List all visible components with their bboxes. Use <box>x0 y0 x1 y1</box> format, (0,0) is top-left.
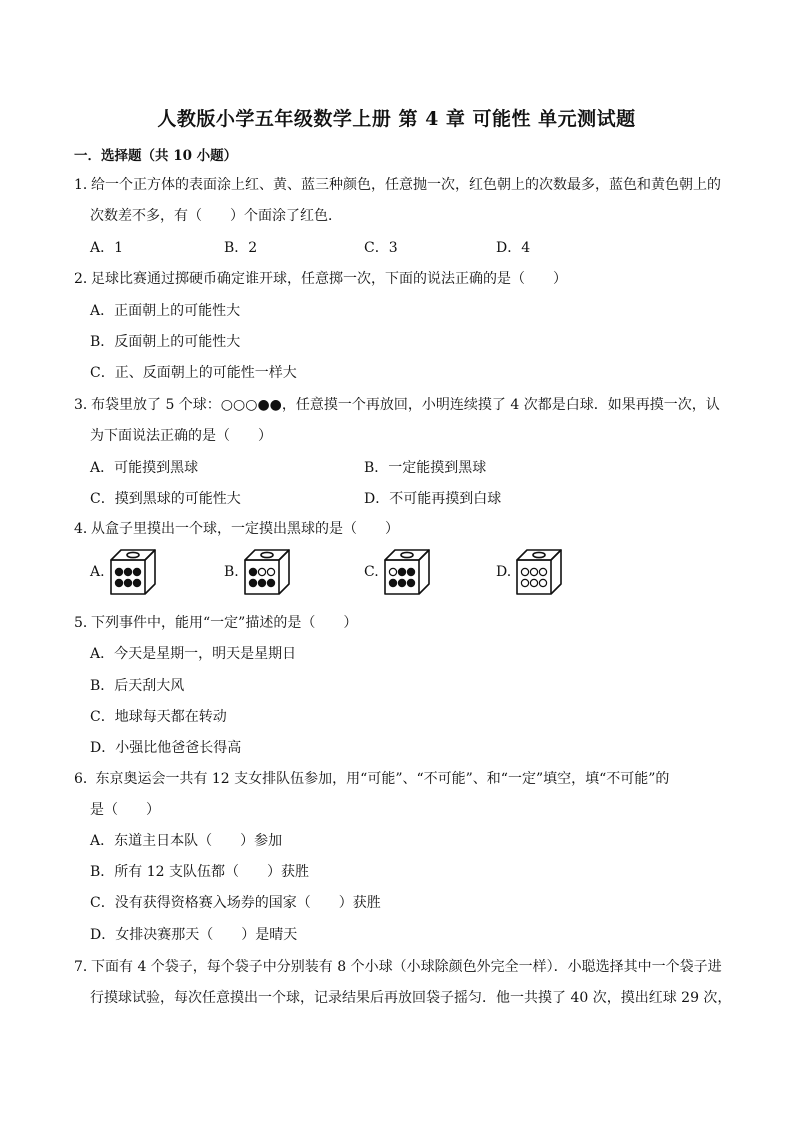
ball-box-image <box>515 548 563 596</box>
black-ball <box>389 579 396 586</box>
option-c: C．摸到黑球的可能性大 <box>90 491 241 507</box>
option-d: D．4 <box>496 240 531 256</box>
white-ball <box>540 568 547 575</box>
question-text: 下列事件中，能用“一定”描述的是（ ） <box>91 615 358 631</box>
option-a: A．东道主日本队（ ）参加 <box>90 833 283 849</box>
option-b: B．后天刮大风 <box>90 678 185 694</box>
black-ball <box>133 568 140 575</box>
black-ball <box>124 568 131 575</box>
white-ball <box>531 579 538 586</box>
question-number: 1． <box>74 177 97 193</box>
black-ball <box>249 579 256 586</box>
black-ball <box>133 579 140 586</box>
page-title: 人教版小学五年级数学上册 第 4 章 可能性 单元测试题 <box>157 108 636 130</box>
option-d: D．小强比他爸爸长得高 <box>90 740 242 756</box>
question-1-continued: 次数差不多，有（ ）个面涂了红色． <box>90 208 342 224</box>
black-ball <box>258 579 265 586</box>
section-heading: 一．选择题（共 10 小题） <box>74 148 238 164</box>
white-ball <box>267 568 274 575</box>
question-text: 下面有 4 个袋子，每个袋子中分别装有 8 个小球（小球除颜色外完全一样）．小聪选择其中一个袋子进 <box>91 959 722 975</box>
option-label: A. <box>90 564 105 580</box>
question-6-continued: 是（ ） <box>90 802 160 818</box>
black-ball <box>249 568 256 575</box>
box-top-face <box>111 550 155 560</box>
question-1 <box>74 174 721 194</box>
ball-box-image <box>243 548 291 596</box>
box-top-face <box>245 550 289 560</box>
box-opening <box>533 552 545 557</box>
black-ball <box>115 579 122 586</box>
question-number: 5． <box>74 615 97 631</box>
black-ball <box>407 579 414 586</box>
question-4 <box>74 518 399 538</box>
question-3-continued: 为下面说法正确的是（ ） <box>90 428 272 444</box>
question-7-continued: 行摸球试验，每次任意摸出一个球，记录结果后再放回袋子摇匀．他一共摸了 40 次，摸出红球 29 次， <box>90 990 732 1006</box>
option-c: C．地球每天都在转动 <box>90 709 227 725</box>
box-front-face <box>385 560 419 594</box>
white-ball <box>389 568 396 575</box>
option-c: C．没有获得资格赛入场券的国家（ ）获胜 <box>90 895 381 911</box>
box-opening <box>127 552 139 557</box>
black-ball <box>115 568 122 575</box>
question-7 <box>74 956 722 976</box>
option-c: C．3 <box>364 240 398 256</box>
box-opening <box>401 552 413 557</box>
question-text: 从盒子里摸出一个球，一定摸出黑球的是（ ） <box>91 521 399 537</box>
box-opening <box>261 552 273 557</box>
option-label: C. <box>364 564 379 580</box>
white-ball <box>522 568 529 575</box>
black-ball <box>407 568 414 575</box>
black-ball <box>124 579 131 586</box>
option-d <box>496 548 563 596</box>
box-front-face <box>517 560 551 594</box>
question-text: 给一个正方体的表面涂上红、黄、蓝三种颜色，任意抛一次，红色朝上的次数最多，蓝色和黄色朝上的 <box>91 177 721 193</box>
option-b: B．2 <box>224 240 258 256</box>
box-top-face <box>385 550 429 560</box>
option-d: D．女排决赛那天（ ）是晴天 <box>90 927 298 943</box>
option-b: B．所有 12 支队伍都（ ）获胜 <box>90 864 310 880</box>
white-ball <box>522 579 529 586</box>
question-2 <box>74 268 567 288</box>
box-side-face <box>145 550 155 594</box>
box-top-face <box>517 550 561 560</box>
question-number: 3． <box>74 397 97 413</box>
option-label: D. <box>496 564 512 580</box>
white-ball <box>258 568 265 575</box>
black-ball <box>398 579 405 586</box>
black-ball <box>398 568 405 575</box>
white-ball <box>540 579 547 586</box>
ball-box-image <box>109 548 157 596</box>
option-c: C．正、反面朝上的可能性一样大 <box>90 365 297 381</box>
question-5 <box>74 612 357 632</box>
option-a: A．今天是星期一，明天是星期日 <box>90 646 297 662</box>
question-text: 东京奥运会一共有 12 支女排队伍参加，用“可能”、“不可能”、和“一定”填空，填“不可能”的 <box>91 771 670 787</box>
option-a <box>90 548 157 596</box>
question-number: 2． <box>74 271 97 287</box>
box-side-face <box>419 550 429 594</box>
box-side-face <box>279 550 289 594</box>
question-6 <box>74 768 669 788</box>
black-ball <box>267 579 274 586</box>
ball-box-image <box>383 548 431 596</box>
option-b <box>224 548 291 596</box>
option-c <box>364 548 431 596</box>
option-a: A．可能摸到黑球 <box>90 460 199 476</box>
option-a: A．正面朝上的可能性大 <box>90 303 241 319</box>
question-text: 布袋里放了 5 个球：○○○●●，任意摸一个再放回，小明连续摸了 4 次都是白球．如果再摸一次，认 <box>91 397 720 413</box>
question-number: 6． <box>74 771 97 787</box>
option-d: D．不可能再摸到白球 <box>364 491 502 507</box>
question-number: 7． <box>74 959 97 975</box>
question-3 <box>74 394 720 414</box>
white-ball <box>531 568 538 575</box>
option-a: A．1 <box>90 240 124 256</box>
box-side-face <box>551 550 561 594</box>
question-number: 4． <box>74 521 97 537</box>
question-text: 足球比赛通过掷硬币确定谁开球，任意掷一次，下面的说法正确的是（ ） <box>91 271 567 287</box>
option-b: B．反面朝上的可能性大 <box>90 334 241 350</box>
box-front-face <box>245 560 279 594</box>
option-b: B．一定能摸到黑球 <box>364 460 487 476</box>
box-front-face <box>111 560 145 594</box>
option-label: B. <box>224 564 239 580</box>
